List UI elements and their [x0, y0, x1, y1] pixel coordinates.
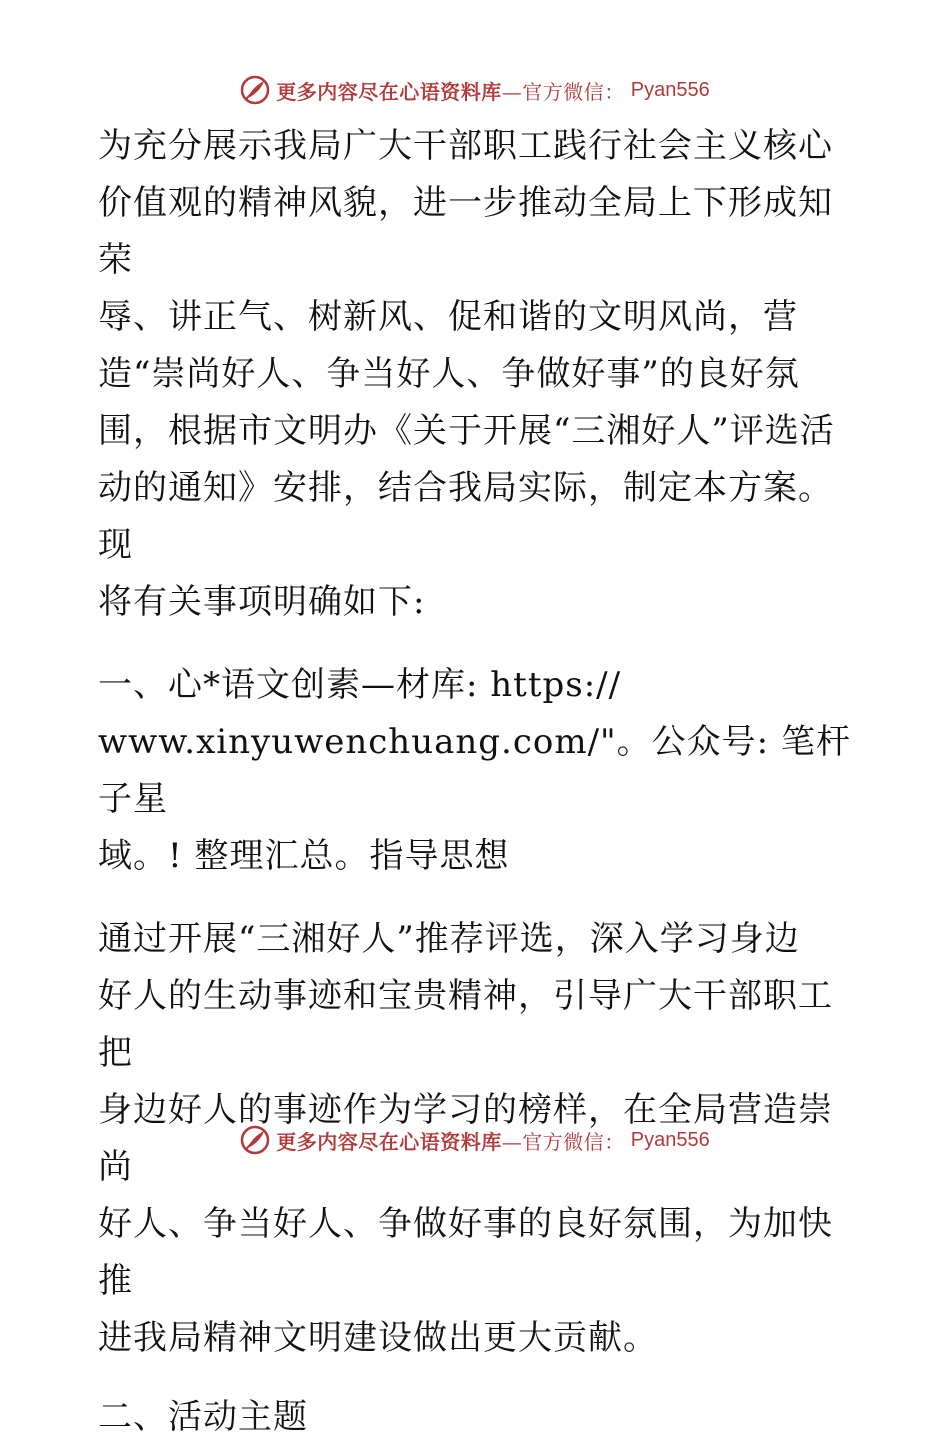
text-line: 通过开展“三湘好人”推荐评选，深入学习身边 — [98, 919, 800, 959]
text-line: 为充分展示我局广大干部职工践行社会主义核心 — [98, 126, 833, 166]
watermark-sub: —官方微信： — [501, 1129, 625, 1154]
feather-pen-logo-icon — [240, 75, 270, 105]
watermark-wechat-id: Pyan556 — [630, 78, 710, 101]
text-line: 将有关事项明确如下: — [98, 582, 426, 622]
text-line: www.xinyuwenchuang.com/"。公众号: 笔杆子星 — [98, 722, 851, 819]
text-line: 围，根据市文明办《关于开展“三湘好人”评选活 — [98, 411, 835, 451]
text-line: 进我局精神文明建设做出更大贡献。 — [98, 1318, 658, 1358]
text-line: 好人、争当好人、争做好事的良好氛围，为加快推 — [98, 1204, 833, 1301]
text-line: 价值观的精神风貌，进一步推动全局上下形成知荣 — [98, 183, 833, 280]
section-heading-1 — [98, 657, 858, 885]
paragraph-intro — [98, 118, 858, 631]
footer-watermark — [0, 1120, 950, 1160]
watermark-main: 更多内容尽在心语资料库 — [276, 79, 502, 104]
text-line: 域。! 整理汇总。指导思想 — [98, 836, 510, 876]
text-line: 好人的生动事迹和宝贵精神，引导广大干部职工把 — [98, 976, 833, 1073]
watermark-text — [276, 1126, 625, 1155]
header-watermark — [0, 70, 950, 110]
watermark-sub: —官方微信： — [501, 79, 625, 104]
watermark-wechat-id: Pyan556 — [630, 1128, 710, 1151]
section-heading-2: 二、活动主题 — [98, 1397, 308, 1437]
text-line: 造“崇尚好人、争当好人、争做好事”的良好氛 — [98, 354, 800, 394]
document-body — [98, 118, 858, 1446]
text-line: 辱、讲正气、树新风、促和谐的文明风尚，营 — [98, 297, 798, 337]
text-line: 动的通知》安排，结合我局实际，制定本方案。现 — [98, 468, 833, 565]
text-line: 一、心*语文创素—材库: https:// — [98, 665, 622, 705]
watermark-main: 更多内容尽在心语资料库 — [276, 1129, 502, 1154]
text-line: 身边好人的事迹作为学习的榜样，在全局营造崇尚 — [98, 1090, 833, 1187]
watermark-text — [276, 76, 625, 105]
feather-pen-logo-icon — [240, 1125, 270, 1155]
